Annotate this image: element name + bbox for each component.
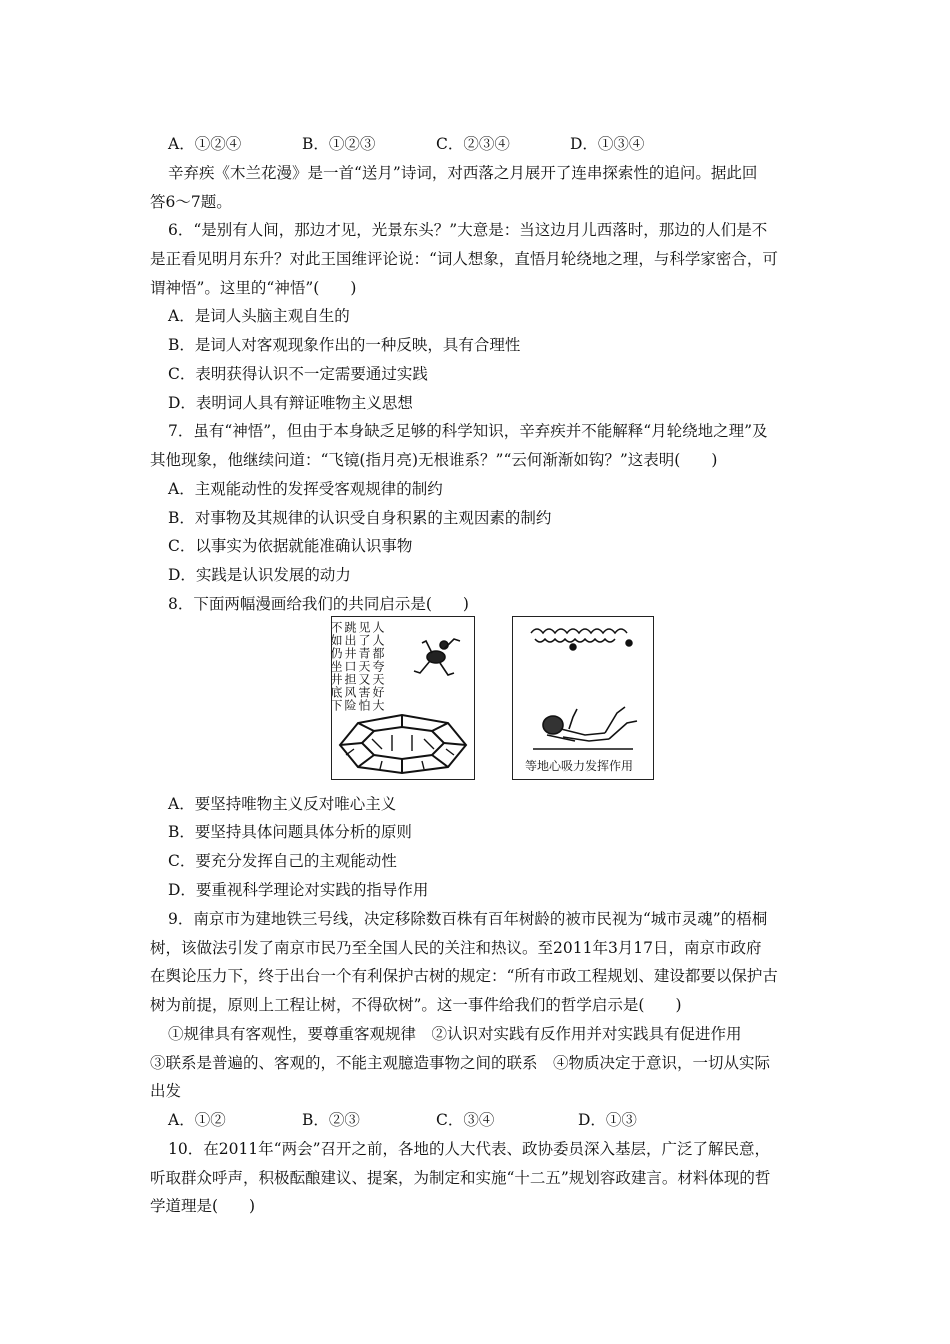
question-7-option-b: B．对事物及其规律的认识受自身积累的主观因素的制约 — [168, 509, 552, 527]
question-8-option-b: B．要坚持具体问题具体分析的原则 — [168, 823, 412, 841]
option: A．①② — [168, 1111, 226, 1129]
question-9-stem: 树为前提，原则上工程让树，不得砍树”。这一事件给我们的哲学启示是( ) — [150, 996, 682, 1014]
cartoon-text-column: 见了青天又害怕 — [357, 621, 371, 712]
cartoon-text-column: 不如仍坐井底下 — [329, 621, 343, 712]
question-8-option-a: A．要坚持唯物主义反对唯心主义 — [168, 795, 397, 813]
intro-line: 答6～7题。 — [150, 193, 232, 211]
question-7-option-c: C．以事实为依据就能准确认识事物 — [168, 537, 413, 555]
question-6-option-d: D．表明词人具有辩证唯物主义思想 — [168, 394, 413, 412]
option: D．①③④ — [570, 135, 645, 153]
question-6-option-c: C．表明获得认识不一定需要通过实践 — [168, 365, 428, 383]
question-8-option-d: D．要重视科学理论对实践的指导作用 — [168, 881, 429, 899]
frog-icon — [414, 639, 460, 675]
question-9-statements: ③联系是普遍的、客观的，不能主观臆造事物之间的联系 ④物质决定于意识，一切从实际 — [150, 1054, 771, 1072]
cartoon-frog-well — [331, 616, 475, 780]
question-10-stem: 听取群众呼声，积极酝酿建议、提案，为制定和实施“十二五”规划容政建言。材料体现的哲 — [150, 1169, 771, 1187]
question-9-statements: 出发 — [150, 1082, 182, 1100]
question-9-options — [168, 1110, 637, 1130]
cartoon-waiting-apple — [512, 616, 654, 780]
question-7-option-d: D．实践是认识发展的动力 — [168, 566, 351, 584]
option: B．①②③ — [302, 135, 376, 153]
question-9-stem: 9．南京市为建地铁三号线，决定移除数百株有百年树龄的被市民视为“城市灵魂”的梧桐 — [168, 910, 768, 928]
lying-person-icon — [533, 707, 637, 749]
question-7-option-a: A．主观能动性的发挥受客观规律的制约 — [168, 480, 443, 498]
tree-leaves-icon — [531, 629, 632, 650]
cartoon-text-column: 跳出井口担风险 — [343, 621, 357, 712]
question-6-stem: 是正看见明月东升？对此王国维评论说：“词人想象，直悟月轮绕地之理，与科学家密合，可 — [150, 250, 778, 268]
question-10-stem: 学道理是( ) — [150, 1197, 256, 1215]
option: D．①③ — [578, 1111, 637, 1129]
cartoon-text-column: 人人都夸天好大 — [371, 621, 385, 712]
intro-line: 辛弃疾《木兰花漫》是一首“送月”诗词，对西落之月展开了连串探索性的追问。据此回 — [168, 164, 758, 182]
question-8-stem: 8．下面两幅漫画给我们的共同启示是( ) — [168, 595, 469, 613]
option: C．②③④ — [436, 135, 510, 153]
question-7-stem: 7．虽有“神悟”，但由于本身缺乏足够的科学知识，辛弃疾并不能解释“月轮绕地之理”及 — [168, 422, 768, 440]
question-9-stem: 在舆论压力下，终于出台一个有利保护古树的规定：“所有市政工程规划、建设都要以保护古 — [150, 967, 778, 985]
well-icon — [340, 715, 466, 773]
option: B．②③ — [302, 1111, 360, 1129]
question-6-stem: 谓神悟”。这里的“神悟”( ) — [150, 279, 357, 297]
option: C．③④ — [436, 1111, 495, 1129]
question-6-option-a: A．是词人头脑主观自生的 — [168, 307, 350, 325]
question-8-option-c: C．要充分发挥自己的主观能动性 — [168, 852, 397, 870]
question-10-stem: 10．在2011年“两会”召开之前，各地的人大代表、政协委员深入基层，广泛了解民意， — [168, 1140, 771, 1158]
question-9-stem: 树，该做法引发了南京市民乃至全国人民的关注和热议。至2011年3月17日，南京市政府 — [150, 939, 762, 957]
question-9-statements: ①规律具有客观性，要尊重客观规律 ②认识对实践有反作用并对实践具有促进作用 — [168, 1025, 742, 1043]
question-6-stem: 6．“是别有人间，那边才见，光景东头？”大意是：当这边月儿西落时，那边的人们是不 — [168, 221, 768, 239]
cartoon-caption: 等地心吸力发挥作用 — [525, 759, 634, 773]
question-7-stem: 其他现象，他继续问道：“飞镜(指月亮)无根谁系？”“云何渐渐如钩？”这表明( ) — [150, 451, 718, 469]
option: A．①②④ — [168, 135, 242, 153]
q5-options — [168, 134, 644, 154]
question-6-option-b: B．是词人对客观现象作出的一种反映，具有合理性 — [168, 336, 521, 354]
